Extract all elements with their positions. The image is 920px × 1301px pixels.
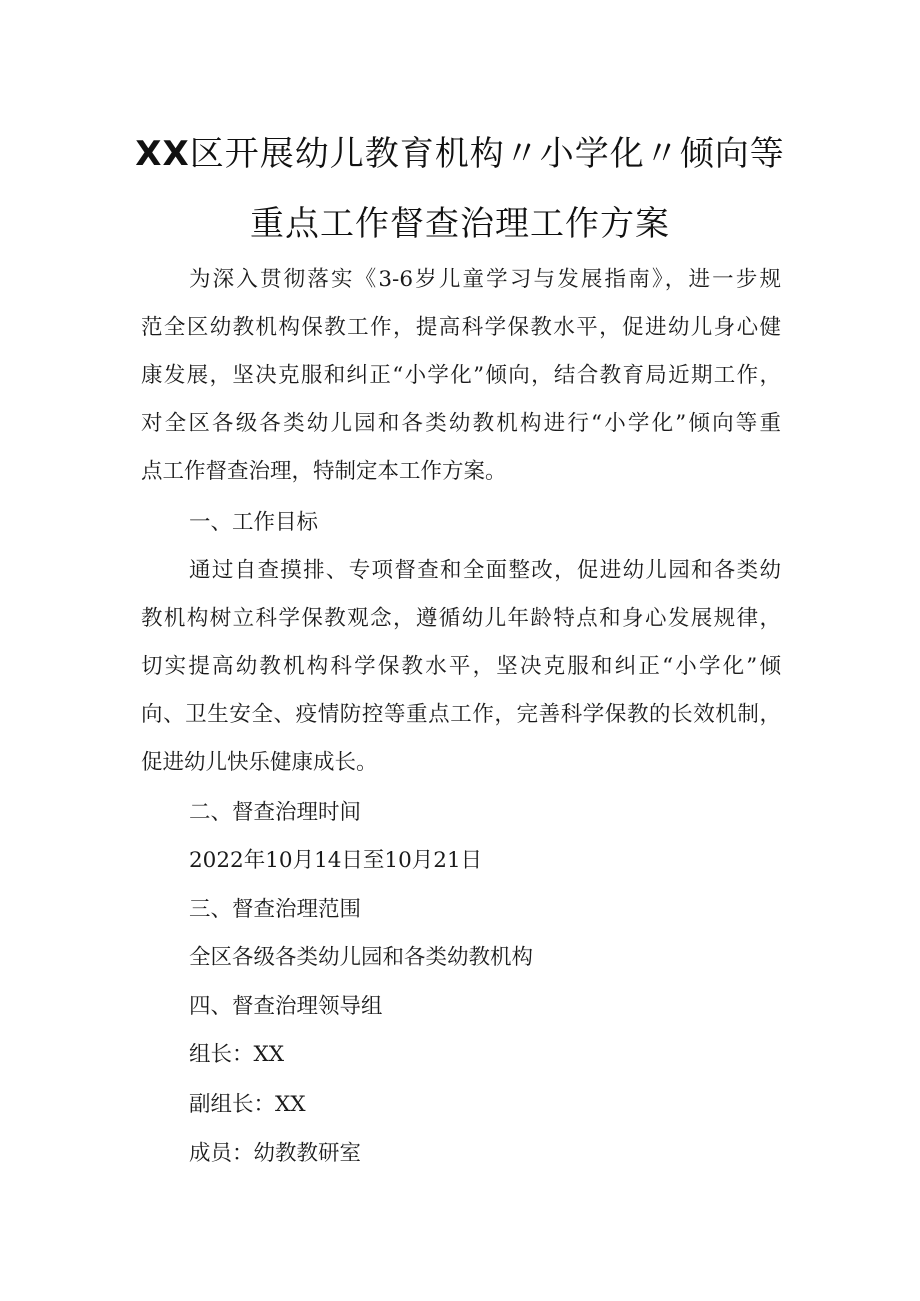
- time-range-text: 2022年10月14日至10月21日: [189, 848, 483, 873]
- paragraph-intro-line: 点工作督查治理，特制定本工作方案。: [141, 459, 507, 484]
- paragraph-goals-line: 促进幼儿快乐健康成长。: [141, 750, 378, 775]
- leader-text: 组长：XX: [189, 1042, 285, 1067]
- paragraph-intro-line: 对全区各级各类幼儿园和各类幼教机构进行“小学化”倾向等重: [141, 411, 781, 436]
- paragraph-intro-line: 为深入贯彻落实《3-6岁儿童学习与发展指南》，进一步规: [189, 267, 781, 292]
- paragraph-intro-line: 范全区幼教机构保教工作，提高科学保教水平，促进幼儿身心健: [141, 315, 781, 340]
- scope-text: 全区各级各类幼儿园和各类幼教机构: [189, 945, 534, 970]
- section-heading-leadership: 四、督查治理领导组: [189, 994, 383, 1019]
- paragraph-goals-line: 切实提高幼教机构科学保教水平，坚决克服和纠正“小学化”倾: [141, 654, 781, 679]
- section-heading-time: 二、督查治理时间: [189, 800, 362, 825]
- paragraph-goals-line: 教机构树立科学保教观念，遵循幼儿年龄特点和身心发展规律，: [141, 606, 781, 631]
- title-line-1-text: 区开展幼儿教育机构〃小学化〃倾向等: [189, 134, 785, 174]
- paragraph-intro-line: 康发展，坚决克服和纠正“小学化”倾向，结合教育局近期工作，: [141, 363, 781, 388]
- title-xx-prefix: XX: [135, 134, 190, 174]
- members-text: 成员：幼教教研室: [189, 1141, 362, 1166]
- document-title-line-1: [0, 134, 920, 174]
- paragraph-goals-line: 向、卫生安全、疫情防控等重点工作，完善科学保教的长效机制，: [141, 702, 781, 727]
- section-heading-goals: 一、工作目标: [189, 510, 319, 535]
- document-title-line-2: 重点工作督查治理工作方案: [250, 204, 670, 244]
- section-heading-scope: 三、督查治理范围: [189, 897, 362, 922]
- deputy-leader-text: 副组长：XX: [189, 1092, 306, 1117]
- paragraph-goals-line: 通过自查摸排、专项督查和全面整改，促进幼儿园和各类幼: [189, 558, 781, 583]
